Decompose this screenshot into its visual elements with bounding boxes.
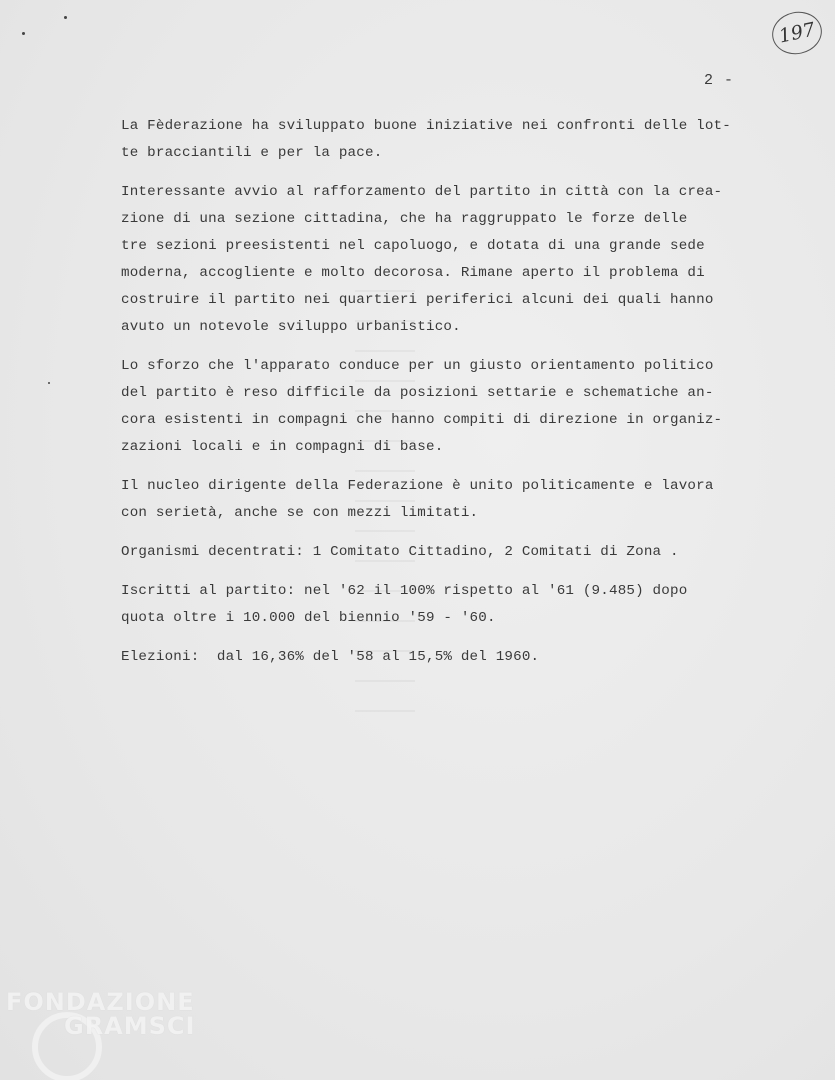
paragraph-federation-initiatives <box>121 113 801 167</box>
text-line: del partito è reso difficile da posizioni settarie e schematiche an- <box>121 385 714 401</box>
text-line: Iscritti al partito: nel '62 il 100% rispetto al '61 (9.485) dopo <box>121 583 688 599</box>
watermark-line1: FONDAZIONE <box>6 988 195 1016</box>
archive-number: 197 <box>776 18 818 48</box>
paragraph-decentralized-bodies <box>121 539 801 566</box>
paragraph-political-orientation <box>121 353 801 461</box>
text-line: zazioni locali e in compagni di base. <box>121 439 444 455</box>
text-line: avuto un notevole sviluppo urbanistico. <box>121 319 461 335</box>
text-line: te bracciantili e per la pace. <box>121 145 383 161</box>
text-line: con serietà, anche se con mezzi limitati. <box>121 505 479 521</box>
watermark <box>6 990 195 1038</box>
text-line: zione di una sezione cittadina, che ha raggruppato le forze delle <box>121 211 688 227</box>
text-line: Il nucleo dirigente della Federazione è unito politicamente e lavora <box>121 478 714 494</box>
text-line: Interessante avvio al rafforzamento del partito in città con la crea- <box>121 184 723 200</box>
document-body <box>121 113 801 683</box>
paragraph-elections <box>121 644 801 671</box>
paragraph-membership <box>121 578 801 632</box>
paragraph-party-strengthening <box>121 179 801 341</box>
page-number: 2 - <box>704 72 735 89</box>
text-line: costruire il partito nei quartieri periferici alcuni dei quali hanno <box>121 292 714 308</box>
archive-number-stamp <box>768 7 826 58</box>
text-line: tre sezioni preesistenti nel capoluogo, e dotata di una grande sede <box>121 238 705 254</box>
text-line: Organismi decentrati: 1 Comitato Cittadino, 2 Comitati di Zona . <box>121 544 679 560</box>
text-line: moderna, accogliente e molto decorosa. Rimane aperto il problema di <box>121 265 705 281</box>
text-line: quota oltre i 10.000 del biennio '59 - '60. <box>121 610 496 626</box>
watermark-line2: GRAMSCI <box>64 1012 196 1040</box>
text-line: cora esistenti in compagni che hanno compiti di direzione in organiz- <box>121 412 723 428</box>
text-line: Elezioni: dal 16,36% del '58 al 15,5% del 1960. <box>121 649 540 665</box>
paragraph-leadership <box>121 473 801 527</box>
text-line: Lo sforzo che l'apparato conduce per un giusto orientamento politico <box>121 358 714 374</box>
text-line: La Fèderazione ha sviluppato buone iniziative nei confronti delle lot- <box>121 118 731 134</box>
